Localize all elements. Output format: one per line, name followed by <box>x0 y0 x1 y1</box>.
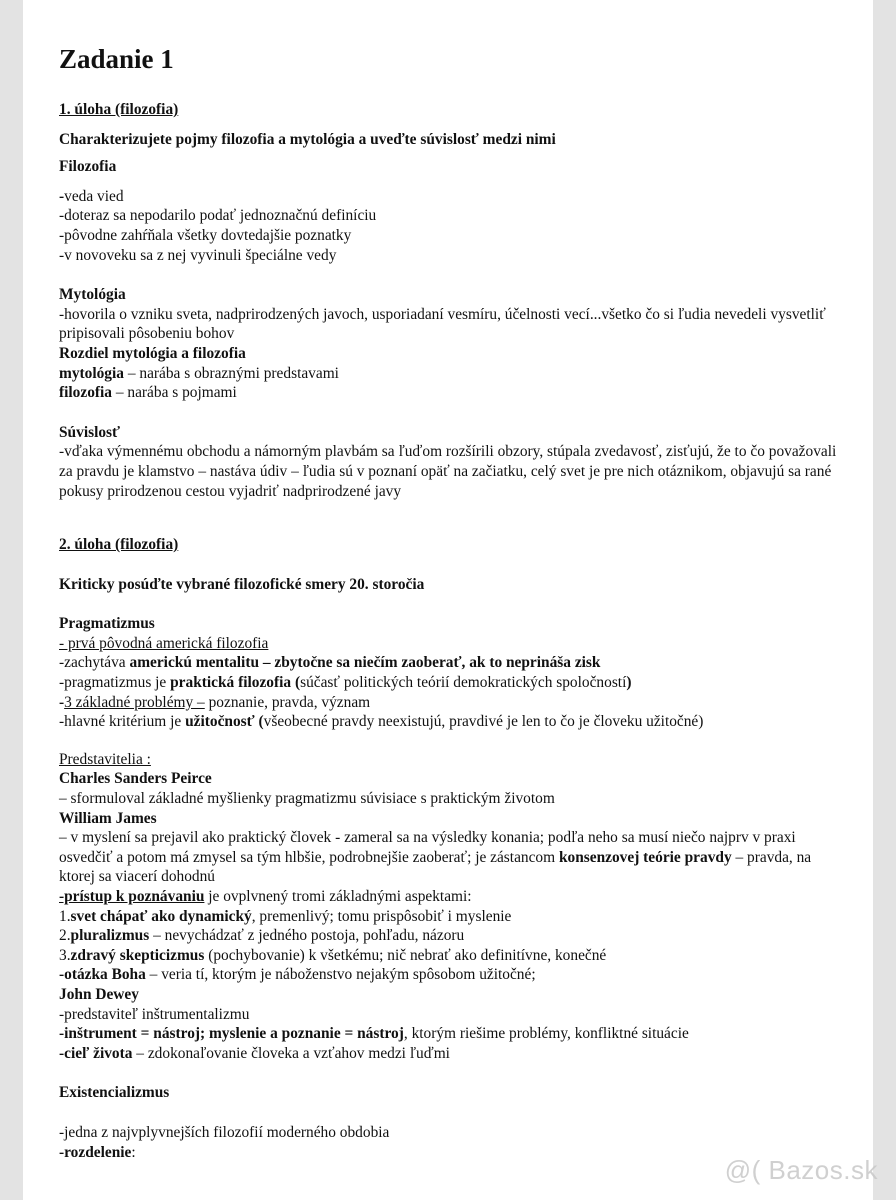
task2-question: Kriticky posúďte vybrané filozofické smery 20. storočia <box>59 575 425 593</box>
task2-heading: 2. úloha (filozofia) <box>59 536 179 554</box>
document-page <box>23 0 873 1200</box>
dewey-name: John Dewey <box>59 985 139 1003</box>
dewey-line: -inštrument = nástroj; myslenie a poznanie = nástroj, ktorým riešime problémy, konfliktné situácie <box>59 1025 689 1043</box>
task1-heading: 1. úloha (filozofia) <box>59 101 179 118</box>
aspect-line: 1.svet chápať ako dynamický, premenlivý; tomu prispôsobiť i myslenie <box>59 907 512 925</box>
james-text: – v myslení sa prejavil ako praktický človek - zameral sa na výsledky konania; podľa neho sa musí niečo najprv v praxi osvedčiť a potom má zmysel sa tým hlbšie, podrobnejšie zaoberať; je zástancom konsenzovej teórie pravdy – pravda, na ktorej sa viacerí dohodnú <box>59 829 812 886</box>
pragmatizmus-line: -3 základné problémy – poznanie, pravda, význam <box>59 693 371 711</box>
pragmatizmus-line: - prvá pôvodná americká filozofia <box>59 634 269 652</box>
peirce-text: – sformuloval základné myšlienky pragmatizmu súvisiace s praktickým životom <box>59 790 555 808</box>
james-name: William James <box>59 809 157 827</box>
mytologia-heading: Mytológia <box>59 286 126 304</box>
aspect-line: 3.zdravý skepticizmus (pochybovanie) k všetkému; nič nebrať ako definitívne, konečné <box>59 946 607 964</box>
filozofia-line: -veda vied <box>59 187 124 205</box>
rozdiel-filozofia: filozofia – narába s pojmami <box>59 384 237 402</box>
filozofia-line: -doteraz sa nepodarilo podať jednoznačnú definíciu <box>59 207 377 225</box>
watermark: @( Bazos.sk <box>724 1155 878 1185</box>
aspect-line: 2.pluralizmus – nevychádzať z jedného postoja, pohľadu, názoru <box>59 927 465 945</box>
task1-question: Charakterizujete pojmy filozofia a mytológia a uveďte súvislosť medzi nimi <box>59 130 556 148</box>
existencializmus-heading: Existencializmus <box>59 1084 170 1102</box>
pristup-line: -prístup k poznávaniu je ovplvnený tromi základnými aspektami: <box>59 888 472 905</box>
dewey-line: -cieľ života – zdokonaľovanie človeka a vzťahov medzi ľuďmi <box>59 1044 450 1062</box>
suvislost-text: -vďaka výmennému obchodu a námorným plavbám sa ľuďom rozšírili obzory, stúpala zvedavosť, zisťujú, že to čo považovali za pravdu je klamstvo – nastáva údiv – ľudia sú v poznaní opäť na začiatku, celý svet je pre nich otáznikom, objavujú sa rané pokusy prirodzenou cestou vyjadriť nadprirodzené javy <box>59 443 837 500</box>
existencializmus-line: -rozdelenie: <box>59 1143 136 1161</box>
pragmatizmus-line: -hlavné kritérium je užitočnosť (všeobecné pravdy neexistujú, pravdivé je len to čo je človeku užitočné) <box>59 713 704 731</box>
existencializmus-line: -jedna z najvplyvnejších filozofií moderného obdobia <box>59 1123 390 1141</box>
document-title: Zadanie 1 <box>59 44 174 74</box>
boh-line: -otázka Boha – veria tí, ktorým je náboženstvo nejakým spôsobom užitočné; <box>59 966 536 984</box>
predstavitelia-heading: Predstavitelia : <box>59 750 151 768</box>
rozdiel-mytologia: mytológia – narába s obraznými predstavami <box>59 364 339 382</box>
filozofia-line: -v novoveku sa z nej vyvinuli špeciálne vedy <box>59 246 337 264</box>
dewey-line: -predstaviteľ inštrumentalizmu <box>59 1005 250 1023</box>
document-content <box>59 100 843 1162</box>
pragmatizmus-line: -pragmatizmus je praktická filozofia (súčasť politických teórií demokratických spoločností) <box>59 674 632 692</box>
peirce-name: Charles Sanders Peirce <box>59 770 212 788</box>
pragmatizmus-line: -zachytáva americkú mentalitu – zbytočne sa niečím zaoberať, ak to neprináša zisk <box>59 654 601 672</box>
rozdiel-heading: Rozdiel mytológia a filozofia <box>59 344 246 362</box>
mytologia-text: -hovorila o vzniku sveta, nadprirodzených javoch, usporiadaní vesmíru, účelnosti vecí...všetko čo si ľudia nevedeli vysvetliť pripisovali pôsobeniu bohov <box>59 305 826 343</box>
filozofia-line: -pôvodne zahŕňala všetky dovtedajšie poznatky <box>59 226 352 244</box>
pragmatizmus-heading: Pragmatizmus <box>59 615 155 633</box>
filozofia-heading: Filozofia <box>59 158 117 176</box>
suvislost-heading: Súvislosť <box>59 423 121 441</box>
